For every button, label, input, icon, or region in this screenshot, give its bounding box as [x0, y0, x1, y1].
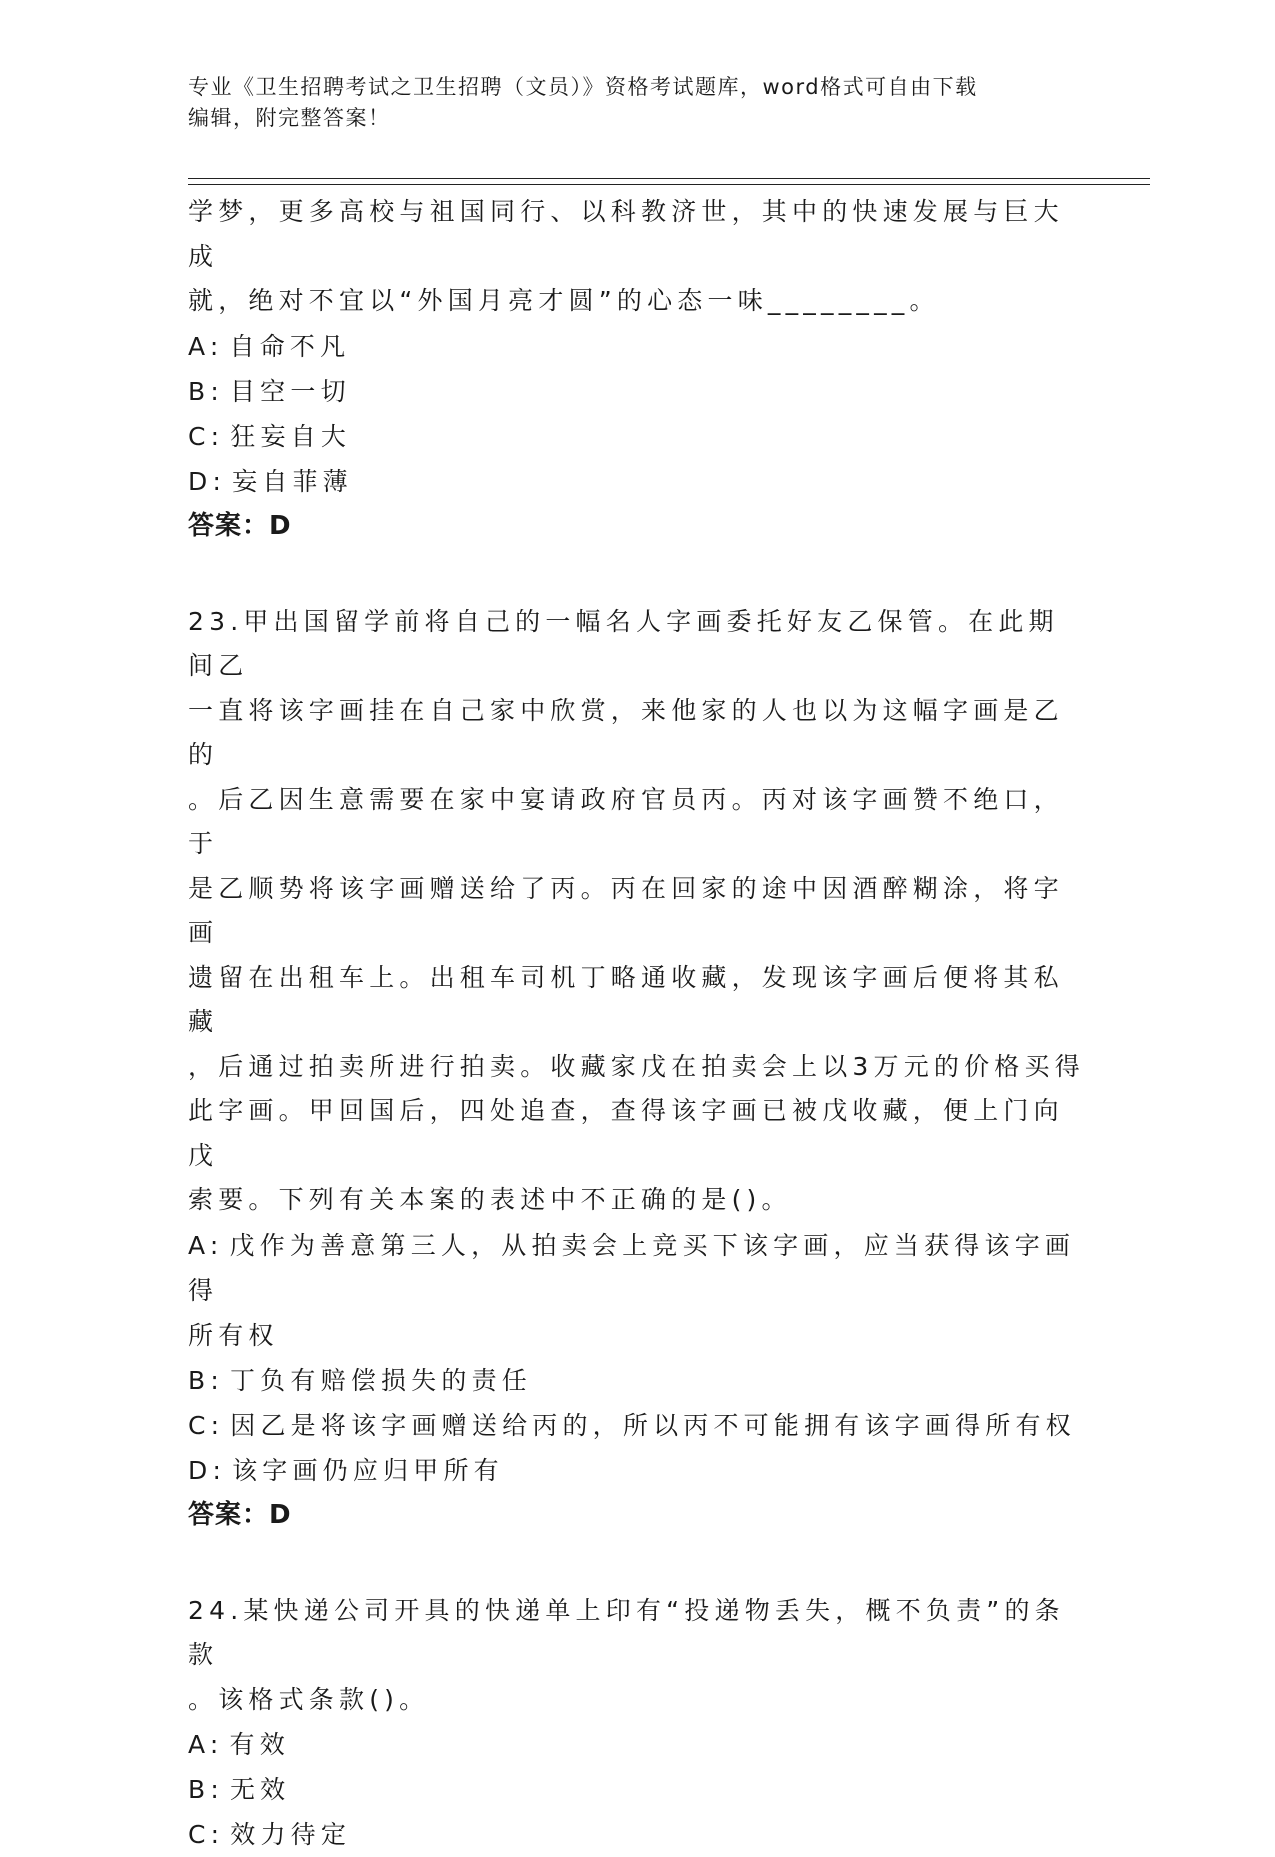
- document-header: [188, 72, 1068, 134]
- option-a: A: 戊作为善意第三人，从拍卖会上竞买下该字画，应当获得该字画得: [188, 1223, 1088, 1313]
- answer-label: 答案：D: [188, 504, 1088, 549]
- question-text-line: 遗留在出租车上。出租车司机丁略通收藏，发现该字画后便将其私藏: [188, 956, 1088, 1045]
- question-text-line: 就，绝对不宜以“外国月亮才圆”的心态一味________。: [188, 279, 1088, 324]
- header-divider-top: [188, 178, 1150, 179]
- question-text-line: 此字画。甲回国后，四处追查，查得该字画已被戊收藏，便上门向戊: [188, 1089, 1088, 1178]
- option-d: D: 该字画仍应归甲所有: [188, 1448, 1088, 1493]
- header-line-1: 专业《卫生招聘考试之卫生招聘（文员）》资格考试题库，word格式可自由下载: [188, 72, 1068, 103]
- question-22: [188, 190, 1088, 549]
- question-text-line: 24.某快递公司开具的快递单上印有“投递物丢失，概不负责”的条款: [188, 1589, 1088, 1678]
- question-text-line: 。后乙因生意需要在家中宴请政府官员丙。丙对该字画赞不绝口，于: [188, 778, 1088, 867]
- option-c: C: 因乙是将该字画赠送给丙的，所以丙不可能拥有该字画得所有权: [188, 1403, 1088, 1448]
- option-b: B: 无效: [188, 1767, 1088, 1812]
- question-text-line: 学梦，更多高校与祖国同行、以科教济世，其中的快速发展与巨大成: [188, 190, 1088, 279]
- question-text-line: 23.甲出国留学前将自己的一幅名人字画委托好友乙保管。在此期间乙: [188, 600, 1088, 689]
- option-b: B: 目空一切: [188, 369, 1088, 414]
- header-divider-bottom: [188, 184, 1150, 185]
- question-list: [188, 190, 1088, 1857]
- question-text-line: 是乙顺势将该字画赠送给了丙。丙在回家的途中因酒醉糊涂，将字画: [188, 867, 1088, 956]
- option-c: C: 效力待定: [188, 1812, 1088, 1857]
- question-text-line: ，后通过拍卖所进行拍卖。收藏家戊在拍卖会上以3万元的价格买得: [188, 1045, 1088, 1090]
- option-a: A: 有效: [188, 1722, 1088, 1767]
- header-line-2: 编辑，附完整答案！: [188, 103, 1068, 134]
- question-text-line: 索要。下列有关本案的表述中不正确的是()。: [188, 1178, 1088, 1223]
- option-d: D: 妄自菲薄: [188, 459, 1088, 504]
- option-c: C: 狂妄自大: [188, 414, 1088, 459]
- option-a: A: 自命不凡: [188, 324, 1088, 369]
- question-text-line: 。该格式条款()。: [188, 1678, 1088, 1723]
- option-b: B: 丁负有赔偿损失的责任: [188, 1358, 1088, 1403]
- option-a-continued: 所有权: [188, 1313, 1088, 1358]
- answer-label: 答案：D: [188, 1493, 1088, 1538]
- question-text-line: 一直将该字画挂在自己家中欣赏，来他家的人也以为这幅字画是乙的: [188, 689, 1088, 778]
- question-23: [188, 600, 1088, 1538]
- question-24: [188, 1589, 1088, 1857]
